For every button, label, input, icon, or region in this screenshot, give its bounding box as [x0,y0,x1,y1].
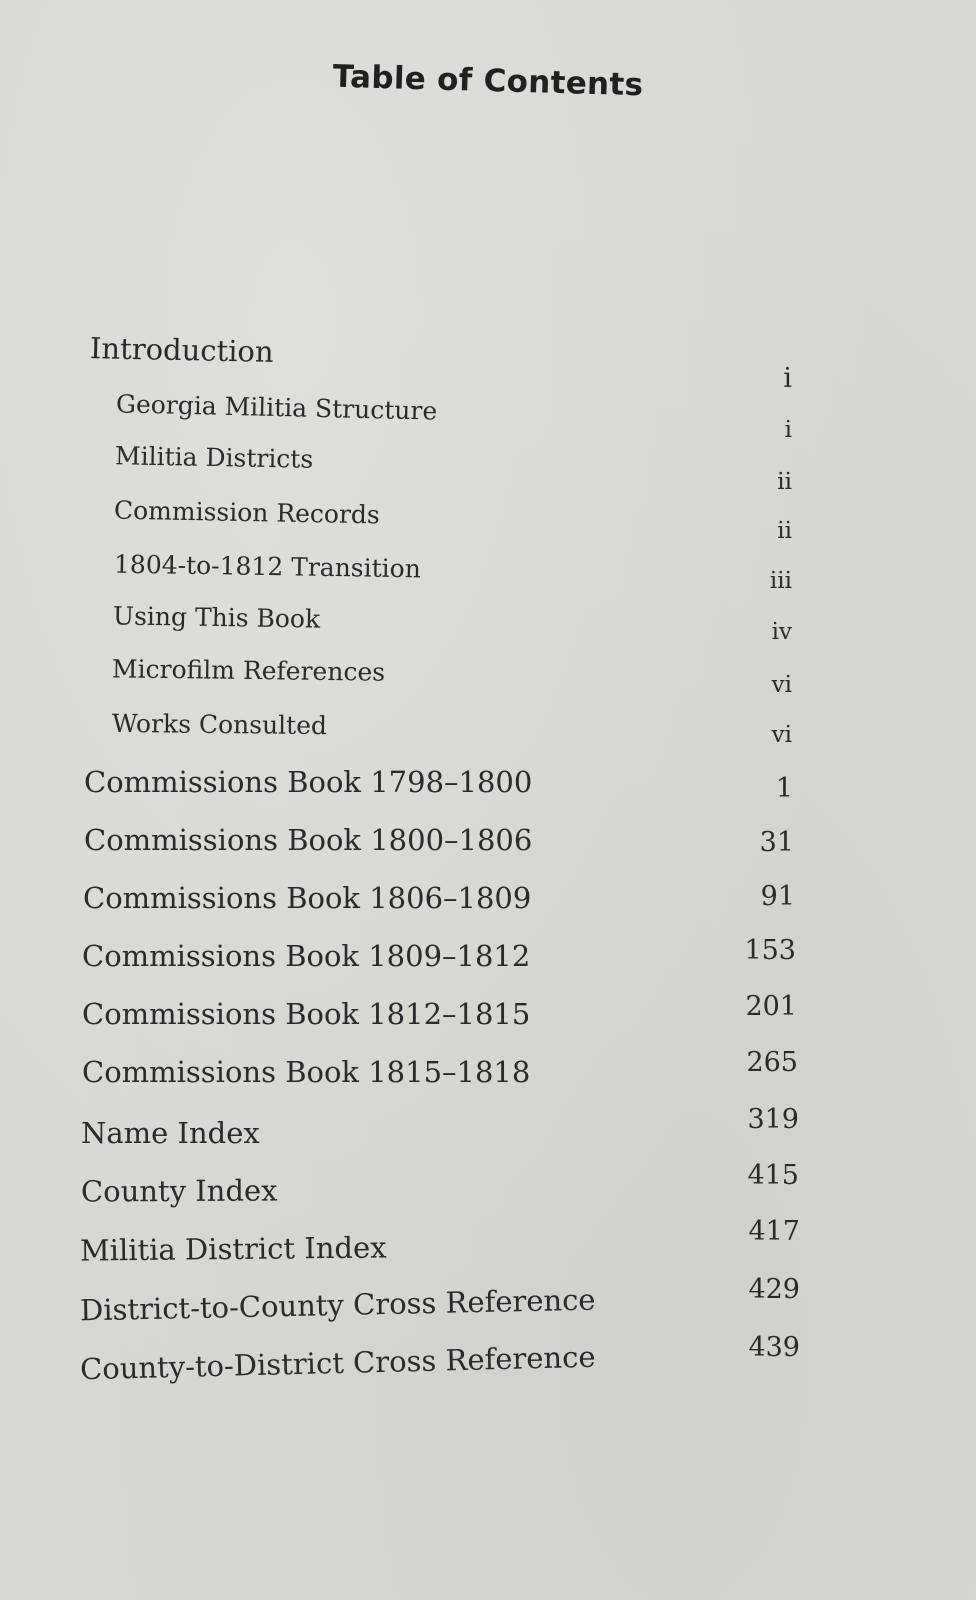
toc-entry-works-consulted [0,710,976,750]
toc-entry-title: Militia District Index [79,1230,387,1268]
toc-entry-title: Commissions Book 1815–1818 [82,1055,531,1089]
toc-entry-title: Using This Book [112,601,321,634]
toc-entry-page: 153 [744,935,796,966]
toc-entry-page: 417 [748,1216,800,1247]
toc-entry-page: 1 [775,773,793,804]
toc-entry-page: ii [777,469,792,495]
toc-entry-title: 1804-to-1812 Transition [113,549,422,584]
toc-entry-page: 201 [745,991,797,1022]
toc-entry-page: 439 [748,1332,800,1363]
toc-entry-commissions-book-1812-1815 [0,991,976,1037]
toc-entry-militia-districts [0,441,976,495]
toc-entry-page: 265 [746,1047,798,1078]
toc-entry-using-this-book [0,603,976,643]
toc-entry-1804-to-1812-transition [0,549,976,594]
toc-entry-title: Commissions Book 1809–1812 [82,939,531,973]
toc-entry-page: i [784,417,792,443]
toc-entry-title: Militia Districts [114,441,314,474]
toc-entry-county-index [0,1160,976,1214]
toc-entry-title: Commission Records [113,495,381,530]
toc-entry-title: Commissions Book 1800–1806 [84,823,533,857]
toc-entry-page: 429 [748,1274,800,1305]
toc-entry-page: iv [771,619,792,645]
toc-entry-introduction [0,331,976,394]
toc-entry-page: ii [777,518,792,544]
toc-entry-title: County Index [80,1173,278,1209]
toc-entry-title: Introduction [89,331,275,369]
toc-entry-title: Georgia Militia Structure [115,389,438,426]
toc-entry-title: Microfilm References [111,654,386,687]
toc-entry-page: vi [771,672,792,698]
toc-entry-title: Commissions Book 1812–1815 [82,997,531,1031]
toc-entry-title: Works Consulted [111,708,328,741]
toc-entry-district-to-county-cross-reference [0,1274,976,1328]
toc-entry-militia-district-index [0,1216,976,1272]
toc-entry-page: 319 [747,1104,799,1135]
toc-entry-georgia-militia-structure [0,389,976,443]
toc-entry-page: iii [769,568,792,594]
toc-entry-title: District-to-County Cross Reference [79,1282,596,1328]
toc-entry-commissions-book-1815-1818 [0,1047,976,1095]
toc-entry-commissions-book-1809-1812 [0,935,976,979]
toc-entry-title: County-to-District Cross Reference [79,1339,596,1387]
toc-entry-name-index [0,1104,976,1156]
toc-entry-microfilm-references [0,656,976,696]
page-title: Table of Contents [332,58,644,104]
toc-entry-page: 31 [759,827,794,858]
toc-entry-page: vi [771,722,792,748]
toc-entry-page: 91 [760,881,795,912]
toc-entry-page: i [783,363,792,394]
toc-entry-commissions-book-1806-1809 [0,881,976,921]
toc-entry-commission-records [0,495,976,544]
toc-entry-commissions-book-1800-1806 [0,823,976,863]
toc-entry-title: Name Index [81,1116,260,1150]
toc-entry-title: Commissions Book 1806–1809 [83,881,532,915]
toc-entry-page: 415 [747,1160,799,1191]
toc-entry-title: Commissions Book 1798–1800 [84,765,533,799]
toc-entry-county-to-district-cross-reference [0,1332,976,1387]
toc-entry-commissions-book-1798-1800 [0,765,976,805]
